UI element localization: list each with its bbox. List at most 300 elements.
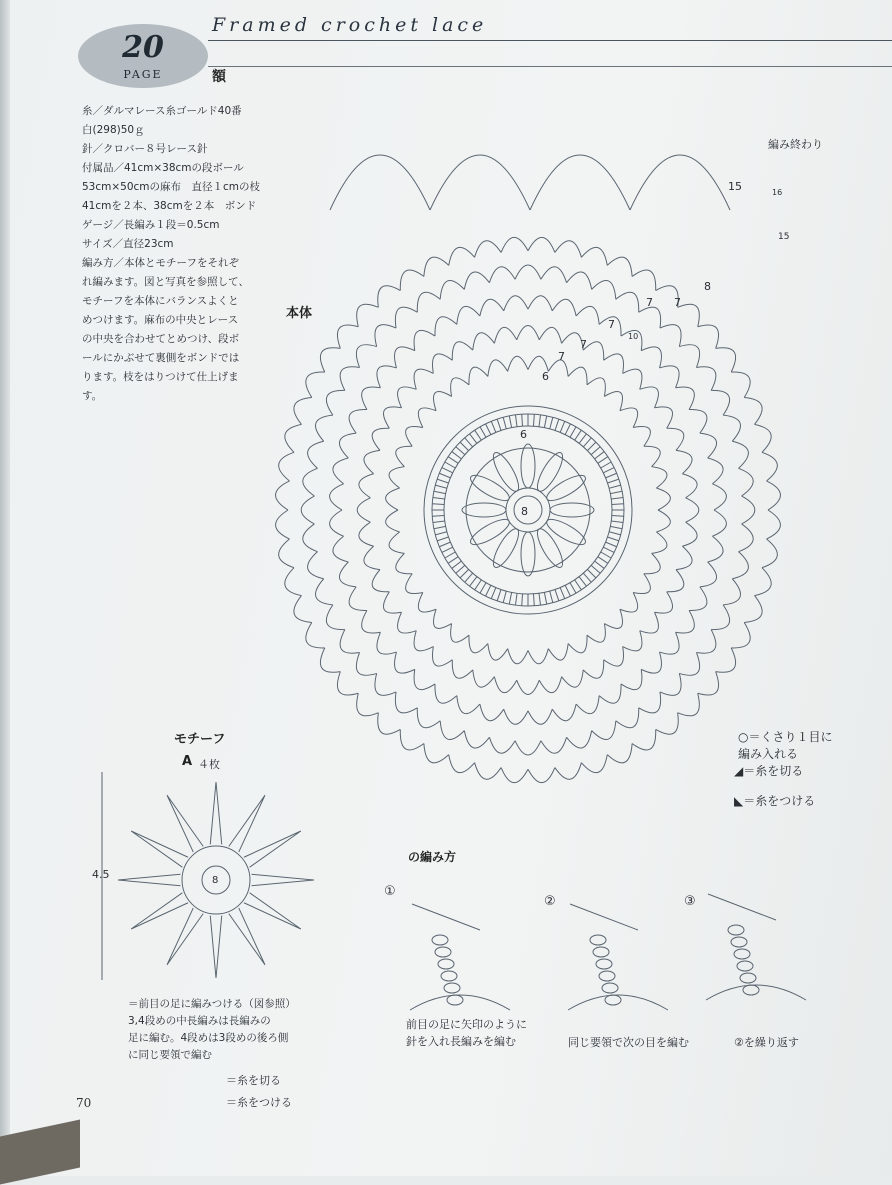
chain-arch (731, 622, 750, 647)
stitch-mark (448, 557, 458, 564)
motif-spike (229, 795, 265, 852)
base-chain (568, 995, 668, 1010)
chain-arch (359, 474, 374, 498)
chain-arch (738, 468, 753, 496)
chain-arch (276, 510, 290, 539)
chain-arch (641, 652, 661, 673)
chain-arch (333, 536, 348, 562)
chain-arch (660, 632, 680, 654)
chain-arch (396, 553, 412, 573)
chain-arch (494, 677, 516, 693)
row-number: 16 (772, 188, 783, 197)
stitch-mark (432, 504, 444, 505)
stitch-loop (743, 985, 759, 995)
motif-spike (167, 908, 203, 965)
stitch-mark (606, 473, 617, 478)
howto-step-caption: ②を繰り返す (734, 1036, 799, 1049)
stitch-mark (575, 430, 582, 440)
attach-thread-icon: ◣ (734, 794, 744, 808)
chain-arch (660, 673, 681, 695)
chain-arch (616, 708, 639, 728)
stitch-mark (509, 592, 511, 604)
chain-arch (766, 510, 780, 539)
chain-arch (766, 481, 780, 510)
chain-arch (676, 610, 695, 633)
chain-arch (708, 536, 723, 562)
chart-ring (444, 426, 612, 594)
chain-arch (576, 306, 599, 324)
chain-arch (433, 354, 453, 373)
stitch-mark (456, 447, 465, 455)
stitch-loop (593, 947, 609, 957)
chain-arch (339, 433, 356, 458)
petal (533, 526, 567, 571)
chain-arch (434, 392, 452, 411)
chain-arch (285, 568, 302, 596)
chart-ring (506, 488, 550, 532)
chain-arch (306, 622, 325, 647)
stitch-loop (596, 959, 612, 969)
stitch-mark (445, 552, 455, 558)
chain-arch (440, 281, 464, 300)
chain-arch (656, 510, 670, 532)
chain-arch (656, 713, 679, 735)
chain-arch (356, 653, 376, 676)
chain-arch (301, 496, 314, 524)
chain-arch (418, 593, 436, 613)
motif-note-line: 足に編む。4段めは3段めの後ろ側 (128, 1032, 289, 1044)
stitch-loop (441, 971, 457, 981)
stitch-mark (570, 583, 576, 593)
chain-arch (452, 660, 473, 679)
stitch-mark (610, 526, 622, 528)
chain-arch (632, 270, 656, 290)
chain-arch (621, 669, 642, 689)
howto-step-caption: 前目の足に矢印のように 針を入れ長編みを編む (406, 1018, 527, 1048)
chain-arch (604, 354, 624, 373)
chain-arch (340, 630, 359, 654)
chain-arch (308, 441, 324, 468)
stitch-mark (611, 497, 623, 499)
motif-spike (244, 893, 301, 929)
chain-arch (364, 546, 380, 569)
chain-arch (480, 704, 504, 721)
stitch-mark (522, 414, 523, 426)
petal (467, 471, 512, 505)
chain-arch (320, 648, 340, 672)
howto-step-number: ① (384, 884, 396, 899)
legend-cut (734, 762, 803, 779)
stitch-mark (612, 515, 624, 516)
motif-spike (244, 831, 301, 867)
base-chain (410, 995, 510, 1010)
chain-arch (607, 257, 632, 276)
page-number: 70 (76, 1096, 92, 1110)
chain-arch (501, 768, 528, 783)
chain-arch (294, 596, 312, 623)
stitch-mark (452, 561, 462, 568)
chain-arch (515, 741, 541, 755)
chain-arch (623, 631, 642, 651)
chain-arch (469, 367, 488, 385)
chain-arch (700, 562, 717, 587)
chain-arch (449, 247, 475, 265)
chain-arch (689, 410, 707, 434)
chain-arch (414, 669, 435, 689)
chain-arch (488, 644, 508, 661)
page-badge-label: PAGE (123, 68, 163, 81)
stitch-loop (605, 995, 621, 1005)
chain-arch (406, 426, 423, 446)
howto-step-number: ② (544, 894, 556, 909)
chain-arch (504, 709, 528, 724)
chain-arch (539, 327, 561, 343)
chain-arch (395, 347, 415, 368)
chain-arch (755, 424, 772, 452)
page-badge-number: 20 (122, 30, 164, 65)
stitch-mark (475, 430, 482, 440)
chain-arch (383, 592, 401, 613)
chart-ring (466, 448, 590, 572)
stitch-mark (475, 580, 482, 590)
cut-thread-icon: ◢ (734, 764, 744, 778)
chain-arch (276, 481, 290, 510)
chain-arch (451, 624, 469, 643)
needle (570, 904, 638, 930)
stitch-mark (539, 415, 541, 427)
stitch-loop (432, 935, 448, 945)
materials-line: サイズ／直径23cm (82, 238, 174, 250)
chain-arch (711, 390, 729, 415)
scallop (530, 155, 630, 210)
stitch-loop (740, 973, 756, 983)
row-number: 15 (728, 180, 742, 193)
chain-arch (620, 408, 638, 428)
stitch-mark (533, 594, 534, 606)
chain-arch (712, 510, 726, 536)
stitch-mark (465, 573, 473, 582)
stitch-loop (737, 961, 753, 971)
chain-arch (581, 247, 607, 265)
chain-arch (723, 415, 740, 441)
legend-text: ＝くさり１目に 編み入れる (738, 730, 833, 761)
chain-arch (548, 644, 568, 661)
chain-arch (732, 552, 748, 579)
stitch-mark (503, 591, 506, 603)
motif-legend-cut: ＝糸を切る (226, 1074, 281, 1087)
stitch-mark (611, 521, 623, 523)
chain-arch (599, 684, 621, 703)
stitch-mark (442, 468, 453, 473)
materials-line: ります。枝をはりつけて仕上げま (82, 371, 239, 383)
chain-arch (473, 670, 495, 687)
materials-line: 41cmを２本、38cmを２本 ボンド (82, 200, 257, 212)
chain-arch (417, 292, 440, 312)
chain-arch (375, 673, 396, 695)
stitch-mark (491, 588, 496, 599)
chain-arch (435, 317, 457, 336)
chain-arch (504, 296, 528, 311)
row-number: 15 (778, 232, 790, 242)
chain-arch (620, 593, 638, 613)
legend-text: ＝糸を切る (743, 764, 804, 778)
stitch-mark (448, 457, 458, 464)
chain-arch (406, 574, 423, 594)
stitch-mark (509, 416, 511, 428)
chain-arch (633, 574, 650, 594)
stitch-mark (601, 462, 611, 468)
stitch-mark (465, 438, 473, 447)
chain-arch (652, 467, 667, 488)
chain-arch (414, 330, 435, 350)
chain-arch (604, 609, 622, 628)
chain-arch (440, 721, 464, 740)
materials-line: ゲージ／長編み１段＝0.5cm (82, 219, 220, 231)
chain-arch (644, 553, 660, 573)
needle (708, 894, 776, 920)
motif-spike (118, 874, 180, 885)
chain-arch (279, 452, 294, 481)
chain-arch (660, 325, 681, 347)
stitch-loop (447, 995, 463, 1005)
stitch-mark (560, 588, 565, 599)
chain-arch (414, 369, 433, 389)
chart-ring (424, 406, 632, 614)
petal (462, 503, 506, 517)
chain-arch (660, 366, 680, 388)
chain-arch (364, 450, 380, 473)
chain-arch (372, 428, 389, 450)
chain-arch (552, 299, 576, 316)
chain-arch (326, 390, 344, 415)
chain-arch (457, 696, 480, 714)
chain-arch (678, 693, 700, 716)
chain-arch (731, 372, 750, 397)
stitch-mark (555, 590, 559, 601)
chain-arch (294, 398, 312, 425)
chain-arch (386, 510, 400, 532)
motif-spike (210, 916, 221, 978)
chain-arch (417, 708, 440, 728)
materials-line: の中央を合わせてとめつけ、段ボ (82, 333, 240, 345)
chain-arch (607, 744, 632, 763)
stitch-loop (444, 983, 460, 993)
stitch-mark (565, 424, 570, 435)
stitch-mark (486, 424, 491, 435)
materials-line: 白(298)50ｇ (82, 124, 145, 136)
chain-arch (633, 426, 650, 446)
chain-arch (449, 755, 475, 773)
stitch-mark (587, 569, 595, 577)
chain-arch (696, 367, 715, 391)
chain-arch (489, 267, 515, 283)
stitch-mark (442, 547, 453, 552)
stitch-mark (515, 415, 517, 427)
chain-arch (326, 605, 344, 630)
stitch-mark (480, 583, 486, 593)
chain-arch (567, 731, 592, 748)
chain-arch (528, 709, 552, 724)
chain-arch (359, 522, 374, 546)
chain-arch (640, 612, 659, 633)
main-chart-label: 本体 (286, 306, 313, 321)
chain-arch (679, 345, 699, 368)
petal (544, 471, 589, 505)
chain-arch (583, 660, 604, 679)
howto-title: の編み方 (408, 850, 457, 864)
stitch-mark (575, 580, 582, 590)
stitch-mark (550, 591, 553, 603)
chain-arch (755, 568, 772, 596)
legend-chain (738, 714, 878, 762)
row-number: 7 (608, 318, 615, 331)
chain-arch (682, 522, 697, 546)
materials-line: 糸／ダルマレース糸ゴールド40番 (82, 105, 242, 117)
chain-arch (398, 387, 417, 408)
stitch-mark (583, 573, 591, 582)
chain-arch (475, 763, 502, 780)
stitch-mark (608, 479, 619, 483)
materials-line: 針／クロバー８号レース針 (82, 143, 208, 155)
chain-arch (377, 366, 397, 388)
chain-arch (330, 510, 344, 536)
stitch-mark (470, 577, 477, 587)
chain-arch (378, 713, 401, 735)
stitch-mark (583, 438, 591, 447)
chain-arch (424, 257, 449, 276)
chain-arch (378, 286, 401, 308)
stitch-mark (460, 569, 468, 577)
chain-arch (562, 670, 584, 687)
stitch-mark (470, 434, 477, 444)
stitch-mark (565, 585, 570, 596)
stitch-mark (598, 457, 608, 464)
legend-text: ＝糸をつける (743, 794, 816, 808)
chain-arch (488, 360, 508, 377)
chain-arch (316, 415, 333, 441)
chain-arch (501, 237, 528, 252)
stitch-mark (456, 565, 465, 573)
petal (533, 449, 567, 494)
chain-arch (732, 441, 748, 468)
chain-arch (676, 546, 692, 569)
chain-arch (700, 433, 717, 458)
materials-line: 付属品／41cm×38cmの段ボール (82, 162, 244, 174)
stitch-mark (437, 479, 448, 483)
row-number: 8 (521, 505, 528, 518)
chain-arch (400, 729, 424, 749)
chain-arch (349, 410, 367, 434)
motif-sub-label: A (182, 754, 193, 769)
chain-arch (698, 325, 719, 348)
petal (544, 515, 589, 549)
materials-line: れ編みます。図と写真を参照して、 (82, 276, 249, 288)
stitch-mark (550, 417, 553, 429)
motif-center-number: 8 (212, 875, 219, 886)
chain-arch (738, 524, 753, 552)
stitch-mark (435, 532, 447, 535)
stitch-mark (515, 593, 517, 605)
chain-arch (418, 408, 436, 428)
row-number: 6 (542, 370, 549, 383)
stitch-mark (601, 552, 611, 558)
petal (467, 515, 512, 549)
chain-arch (330, 484, 344, 510)
chain-arch (377, 632, 397, 654)
stitch-mark (434, 491, 446, 493)
stitch-mark (445, 462, 455, 468)
chain-arch (712, 484, 726, 510)
stitch-mark (460, 442, 468, 450)
stitch-mark (560, 421, 565, 432)
chain-arch (632, 729, 656, 749)
page-title-en: Framed crochet lace (212, 14, 488, 36)
motif-note-line: 3,4段めの中長編みは長編みの (128, 1015, 271, 1027)
motif-note-line: ＝前目の足に編みつける（図参照） (128, 998, 296, 1010)
chain-arch (383, 407, 401, 428)
motif-title: モチーフ (174, 732, 226, 747)
stitch-mark (491, 421, 496, 432)
chain-arch (320, 348, 340, 372)
howto-step-number: ③ (684, 894, 696, 909)
chain-arch (489, 737, 515, 753)
stitch-mark (555, 419, 559, 430)
motif-note-line: に同じ要領で編む (128, 1049, 212, 1061)
chain-arch (424, 744, 449, 763)
stitch-mark (497, 419, 501, 430)
chain-arch (656, 488, 670, 510)
chain-arch (604, 392, 622, 411)
scallop (630, 155, 730, 210)
chain-arch (357, 304, 379, 327)
petal (550, 503, 594, 517)
chain-arch (517, 680, 540, 694)
stitch-loop (728, 925, 744, 935)
chain-arch (389, 467, 404, 488)
motif-height-label: 4.5 (92, 868, 110, 881)
stitch-mark (533, 414, 534, 426)
chain-arch (639, 692, 661, 713)
chain-arch (362, 610, 381, 633)
chain-arch (576, 696, 599, 714)
chain-arch (464, 272, 489, 289)
chain-arch (395, 692, 417, 713)
chain-arch (639, 307, 661, 328)
chain-arch (457, 306, 480, 324)
chain-arch (716, 648, 736, 672)
stitch-mark (544, 592, 546, 604)
chain-arch (475, 241, 502, 258)
chain-arch (541, 737, 567, 753)
chain-arch (592, 281, 616, 300)
materials-line: めつけます。麻布の中央とレース (82, 314, 239, 326)
stitch-mark (486, 585, 491, 596)
chain-arch (279, 539, 294, 568)
chain-arch (508, 649, 528, 664)
materials-line: ールにかぶせて裏側をボンドでは (82, 352, 240, 364)
chain-arch (654, 592, 672, 613)
stitch-loop (435, 947, 451, 957)
materials-line: す。 (82, 390, 103, 402)
chain-arch (744, 596, 762, 623)
chain-arch (398, 612, 417, 633)
chain-arch (285, 424, 302, 452)
row-number: 7 (580, 338, 587, 351)
chain-arch (362, 387, 381, 410)
chain-arch (698, 672, 719, 695)
stitch-mark (595, 452, 605, 459)
row-number: 7 (558, 350, 565, 363)
